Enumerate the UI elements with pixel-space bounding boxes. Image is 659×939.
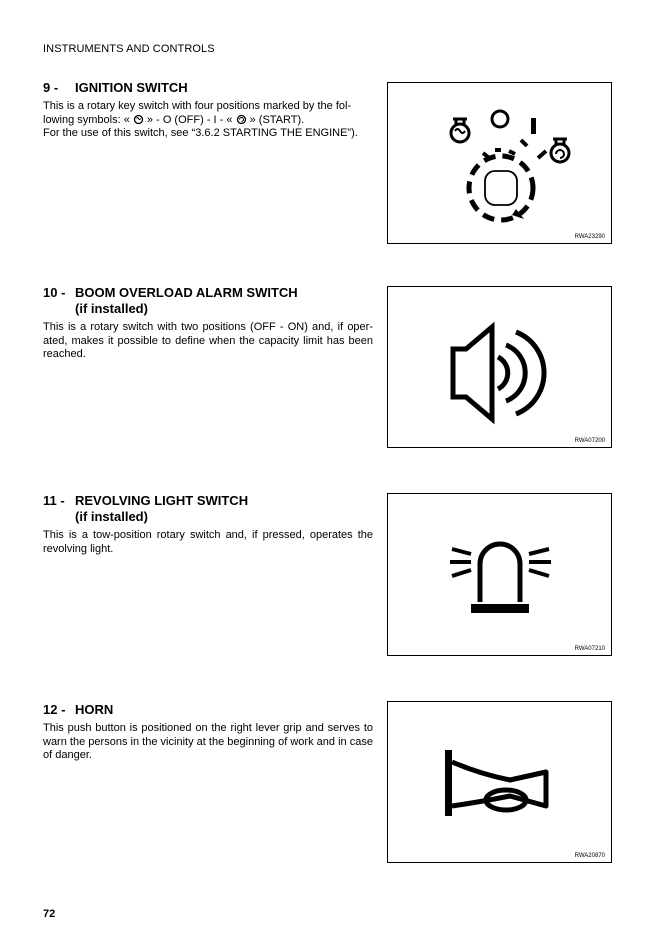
section-horn [43,702,373,763]
page-header: INSTRUMENTS AND CONTROLS [43,43,215,55]
section-revolving-light [43,493,373,556]
section-title [43,80,373,96]
figure-code: RWA20870 [574,853,605,859]
section-title [43,702,373,718]
figure-code: RWA23290 [574,234,605,240]
revolving-light-icon [388,494,611,655]
figure-ignition-switch [387,82,612,244]
glow-plug-icon [133,114,144,124]
section-number: 12 - [43,702,66,717]
body-line: For the use of this switch, see “3.6.2 STARTING THE ENGINE”). [43,127,358,139]
section-body: This push button is positioned on the right lever grip and serves to warn the persons in the vicinity at the beginning of work and in case of danger. [43,722,373,761]
start-icon [236,114,247,124]
alarm-speaker-icon [388,287,611,447]
figure-horn [387,701,612,863]
section-subtitle: (if installed) [75,509,148,524]
section-body: This is a tow-position rotary switch and, if pressed, operates the revolving light. [43,529,373,555]
section-body [43,100,373,141]
section-heading: REVOLVING LIGHT SWITCH [75,493,249,508]
figure-boom-overload-alarm [387,286,612,448]
section-number: 10 - [43,285,66,300]
body-line: This is a rotary key switch with four positions marked by the fol- [43,100,352,112]
section-heading: BOOM OVERLOAD ALARM SWITCH [75,285,298,300]
section-ignition-switch [43,80,373,141]
section-number: 9 - [43,80,59,95]
section-title [43,285,373,317]
section-boom-overload-alarm [43,285,373,362]
section-number: 11 - [43,493,65,508]
section-title [43,493,373,525]
figure-code: RWA07210 [574,646,605,652]
horn-icon [388,702,611,862]
page-number: 72 [43,908,56,920]
figure-code: RWA07200 [574,438,605,444]
section-subtitle: (if installed) [75,301,148,316]
body-line: lowing symbols: « » - O (OFF) - I - « » (START). [43,113,305,126]
section-body: This is a rotary switch with two positions (OFF - ON) and, if oper-ated, makes it possible to define when the capacity limit has been reached. [43,321,373,360]
section-heading: IGNITION SWITCH [75,80,188,95]
ignition-switch-icon [388,83,611,243]
figure-revolving-light [387,493,612,656]
section-heading: HORN [75,702,114,717]
